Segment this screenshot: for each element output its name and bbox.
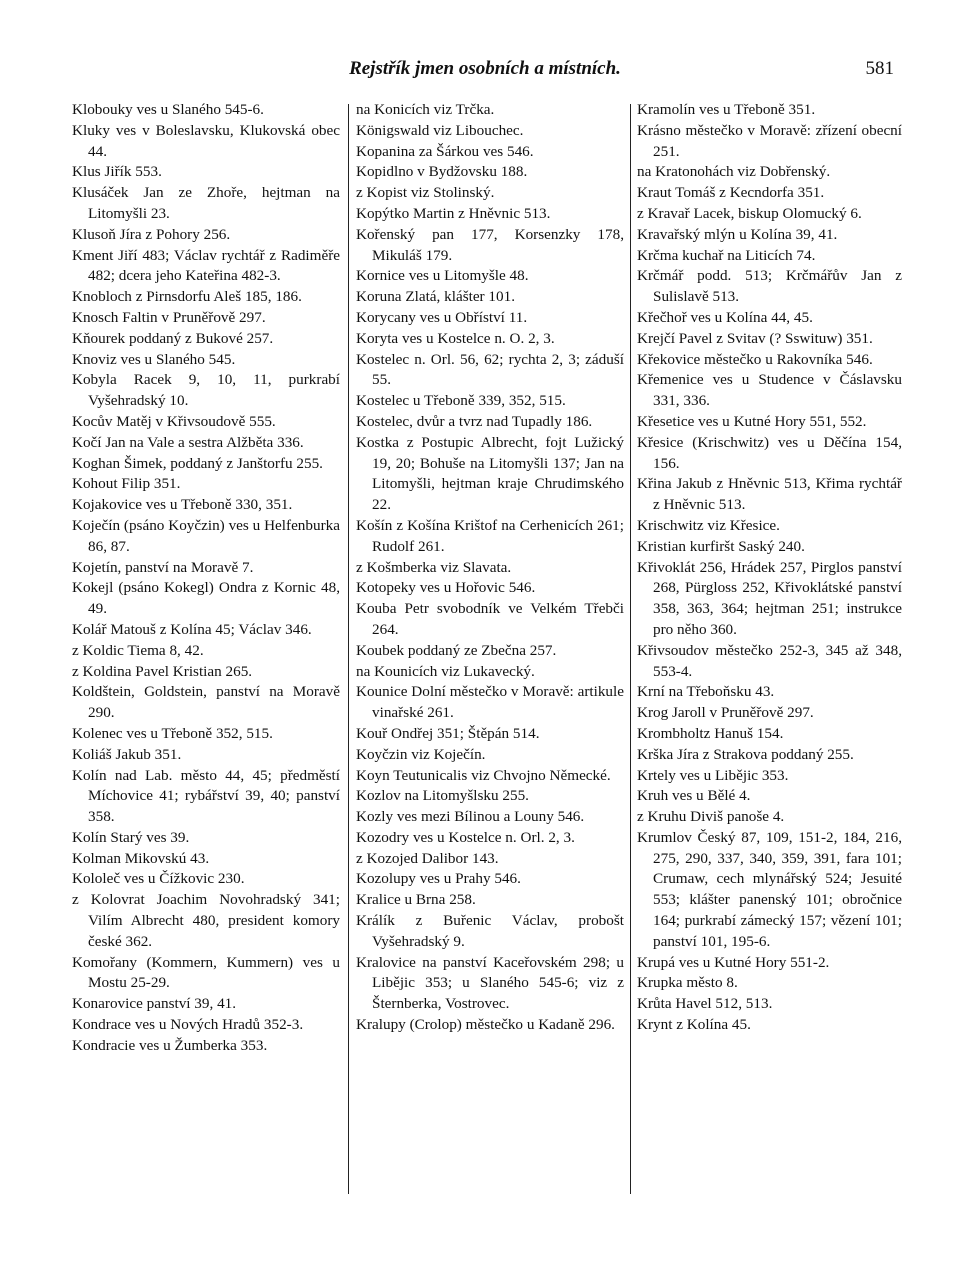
index-entry: Kopýtko Martin z Hněvnic 513. — [356, 204, 551, 222]
index-entry: Krška Jíra z Strakova poddaný 255. — [637, 745, 854, 763]
index-entry: Klobouky ves u Slaného 545-6. — [72, 101, 264, 118]
index-entry: Křekovice městečko u Rakovníka 546. — [637, 350, 873, 368]
index-entry: Košín z Košína Krištof na Cerhenicích 261; Rudolf 261. — [356, 516, 624, 555]
index-entry: Kment Jiří 483; Václav rychtář z Radiměře 482; dcera jeho Kateřina 482-3. — [72, 246, 340, 285]
index-entry: Kostelec u Třeboně 339, 352, 515. — [356, 392, 566, 410]
index-entry: Knoviz ves u Slaného 545. — [72, 350, 236, 368]
running-title: Rejstřík jmen osobních a místních. — [349, 58, 621, 79]
index-entry: Kostelec n. Orl. 56, 62; rychta 2, 3; záduší 55. — [356, 350, 624, 389]
index-entry: Kololeč ves u Čížkovic 230. — [72, 870, 245, 888]
index-entry: Krtely ves u Libějic 353. — [637, 766, 789, 784]
index-column-1 — [72, 100, 340, 1057]
index-entry: Kralupy (Crolop) městečko u Kadaně 296. — [356, 1016, 615, 1034]
index-entry: Kornice ves u Litomyšle 48. — [356, 267, 529, 285]
index-entry: Křečhoř ves u Kolína 44, 45. — [637, 308, 813, 326]
index-entry: z Kolovrat Joachim Novohradský 341; Vilím Albrecht 480, president komory české 362. — [72, 891, 340, 950]
index-entry: z Kruhu Diviš panoše 4. — [637, 808, 785, 826]
index-entry: Komořany (Kommern, Kummern) ves u Mostu 25-29. — [72, 953, 340, 992]
index-entry: Kluky ves v Boleslavsku, Klukovská obec 44. — [72, 121, 340, 160]
index-entry: Krčma kuchař na Liticích 74. — [637, 246, 816, 264]
index-entry: Kolín Starý ves 39. — [72, 828, 190, 846]
index-entry: Králík z Buřenic Václav, probošt Vyšehradský 9. — [356, 912, 624, 950]
index-entry: Kozly ves mezi Bílinou a Louny 546. — [356, 808, 585, 826]
index-entry: Koyn Teutunicalis viz Chvojno Německé. — [356, 766, 611, 784]
index-entry: Krůta Havel 512, 513. — [637, 995, 773, 1013]
index-entry: Krupá ves u Kutné Hory 551-2. — [637, 953, 830, 971]
index-entry: Krumlov Český 87, 109, 151-2, 184, 216, 275, 290, 337, 340, 359, 391, fara 101; Crumaw, cech mlynářský 524; Jesuité 553; klášter panenský 101; obročnice 164; purkrabí zámecký 157; vězení 101; panství 101, 195-6. — [637, 828, 902, 950]
index-entry: Koubek poddaný ze Zbečna 257. — [356, 641, 557, 659]
index-entry: Křivsoudov městečko 252-3, 345 až 348, 553-4. — [637, 641, 902, 680]
index-entry: Kristian kurfiršt Saský 240. — [637, 537, 805, 555]
index-entry: Koldštein, Goldstein, panství na Moravě 290. — [72, 683, 340, 722]
index-entry: Kobyla Racek 9, 10, 11, purkrabí Vyšehradský 10. — [72, 371, 340, 410]
index-columns — [72, 100, 902, 1210]
index-entry: Kočí Jan na Vale a sestra Alžběta 336. — [72, 433, 304, 451]
index-entry: Krynt z Kolína 45. — [637, 1016, 751, 1034]
index-column-3 — [637, 100, 902, 1036]
index-entry: Kojetín, panství na Moravě 7. — [72, 558, 254, 576]
index-entry: Krischwitz viz Křesice. — [637, 516, 780, 534]
index-entry: Kondrace ves u Nových Hradů 352-3. — [72, 1016, 304, 1034]
index-entry: Kopidlno v Bydžovsku 188. — [356, 163, 528, 181]
index-entry: Kozodry ves u Kostelce n. Orl. 2, 3. — [356, 828, 575, 846]
column-divider — [348, 104, 349, 1194]
index-entry: Křemenice ves u Studence v Čáslavsku 331, 336. — [637, 371, 902, 410]
index-entry: z Koldic Tiema 8, 42. — [72, 641, 204, 659]
index-entry: Koryta ves u Kostelce n. O. 2, 3. — [356, 329, 555, 347]
index-entry: Kostelec, dvůr a tvrz nad Tupadly 186. — [356, 412, 593, 430]
index-entry: Křivoklát 256, Hrádek 257, Pirglos panství 268, Pürgloss 252, Křivoklátské panství 358, 363, 364; hejtman 251; instrukce pro něho 360. — [637, 558, 902, 638]
index-entry: z Kozojed Dalibor 143. — [356, 849, 499, 867]
index-entry: Kolín nad Lab. město 44, 45; předměstí Míchovice 41; rybářství 39, 40; panství 358. — [72, 766, 340, 826]
index-entry: Krejčí Pavel z Svitav (? Sswituw) 351. — [637, 329, 873, 347]
index-entry: Koliáš Jakub 351. — [72, 745, 182, 763]
index-entry: Koyčzin viz Koječín. — [356, 745, 486, 763]
index-entry: Kozlov na Litomyšlsku 255. — [356, 787, 529, 805]
index-entry: Kojakovice ves u Třeboně 330, 351. — [72, 496, 293, 514]
index-entry: Kondracie ves u Žumberka 353. — [72, 1036, 268, 1054]
index-entry: Koječín (psáno Koyčzin) ves u Helfenburka 86, 87. — [72, 516, 340, 555]
index-entry: Kocův Matěj v Křivsoudově 555. — [72, 412, 276, 430]
index-entry: Kozolupy ves u Prahy 546. — [356, 870, 521, 888]
index-column-2 — [356, 100, 624, 1036]
index-entry: Křesetice ves u Kutné Hory 551, 552. — [637, 412, 867, 430]
index-entry: na Konicích viz Trčka. — [356, 101, 495, 118]
index-entry: Křesice (Krischwitz) ves u Děčína 154, 156. — [637, 433, 902, 472]
index-entry: Königswald viz Libouchec. — [356, 121, 524, 139]
index-entry: Koghan Šimek, poddaný z Janštorfu 255. — [72, 454, 323, 472]
index-entry: Klus Jiřík 553. — [72, 163, 162, 181]
index-entry: na Kounicích viz Lukavecký. — [356, 662, 535, 680]
index-entry: Korycany ves u Obříství 11. — [356, 308, 528, 326]
index-entry: Kounice Dolní městečko v Moravě: artikule vinařské 261. — [356, 683, 624, 722]
index-entry: Kruh ves u Bělé 4. — [637, 787, 751, 805]
index-entry: Kolman Mikovskú 43. — [72, 849, 210, 867]
index-entry: z Koldina Pavel Kristian 265. — [72, 662, 253, 680]
index-entry: Koruna Zlatá, klášter 101. — [356, 288, 515, 306]
index-entry: z Kopist viz Stolinský. — [356, 184, 495, 202]
index-entry: Krní na Třeboňsku 43. — [637, 683, 775, 701]
column-divider — [630, 104, 631, 1194]
index-entry: Kramolín ves u Třeboně 351. — [637, 101, 816, 118]
index-entry: na Kratonohách viz Dobřenský. — [637, 163, 831, 181]
index-entry: Kraut Tomáš z Kecndorfa 351. — [637, 184, 825, 202]
index-entry: Klusoň Jíra z Pohory 256. — [72, 225, 231, 243]
index-entry: Knobloch z Pirnsdorfu Aleš 185, 186. — [72, 288, 302, 306]
index-entry: Klusáček Jan ze Zhoře, hejtman na Litomyšli 23. — [72, 184, 340, 222]
index-entry: Kokejl (psáno Kokegl) Ondra z Kornic 48, 49. — [72, 579, 340, 618]
index-entry: Krčmář podd. 513; Krčmářův Jan z Sulislavě 513. — [637, 267, 902, 306]
index-entry: Kohout Filip 351. — [72, 475, 181, 493]
index-entry: Kotopeky ves u Hořovic 546. — [356, 579, 536, 597]
index-entry: Kouř Ondřej 351; Štěpán 514. — [356, 724, 540, 742]
index-entry: Křina Jakub z Hněvnic 513, Křima rychtář z Hněvnic 513. — [637, 475, 902, 514]
index-entry: Krombholtz Hanuš 154. — [637, 724, 784, 742]
page-header — [72, 52, 898, 92]
index-entry: Krog Jaroll v Pruněřově 297. — [637, 704, 814, 722]
index-entry: Krásno městečko v Moravě: zřízení obecní 251. — [637, 121, 902, 160]
page-number: 581 — [865, 58, 894, 79]
index-entry: Konarovice panství 39, 41. — [72, 995, 237, 1013]
index-entry: Knosch Faltin v Pruněřově 297. — [72, 308, 266, 326]
index-entry: Krupka město 8. — [637, 974, 738, 992]
index-entry: Kolář Matouš z Kolína 45; Václav 346. — [72, 620, 312, 638]
index-entry: Kolenec ves u Třeboně 352, 515. — [72, 724, 273, 742]
index-entry: Kravařský mlýn u Kolína 39, 41. — [637, 225, 838, 243]
index-entry: Kouba Petr svobodník ve Velkém Třebči 264. — [356, 600, 624, 638]
index-entry: Kňourek poddaný z Bukové 257. — [72, 329, 274, 347]
index-entry: Kralice u Brna 258. — [356, 891, 476, 909]
index-entry: z Kravař Lacek, biskup Olomucký 6. — [637, 204, 862, 222]
index-entry: Kořenský pan 177, Korsenzky 178, Mikuláš 179. — [356, 225, 624, 264]
index-entry: z Košmberka viz Slavata. — [356, 558, 512, 576]
index-entry: Kopanina za Šárkou ves 546. — [356, 142, 534, 160]
index-entry: Kostka z Postupic Albrecht, fojt Lužický 19, 20; Bohuše na Litomyšli 137; Jan na Litomyšli, hejtman kraje Chrudimského 22. — [356, 433, 624, 514]
index-entry: Kralovice na panství Kaceřovském 298; u Libějic 353; u Slaného 545-6; viz z Šternberka, Vostrovec. — [356, 953, 624, 1013]
